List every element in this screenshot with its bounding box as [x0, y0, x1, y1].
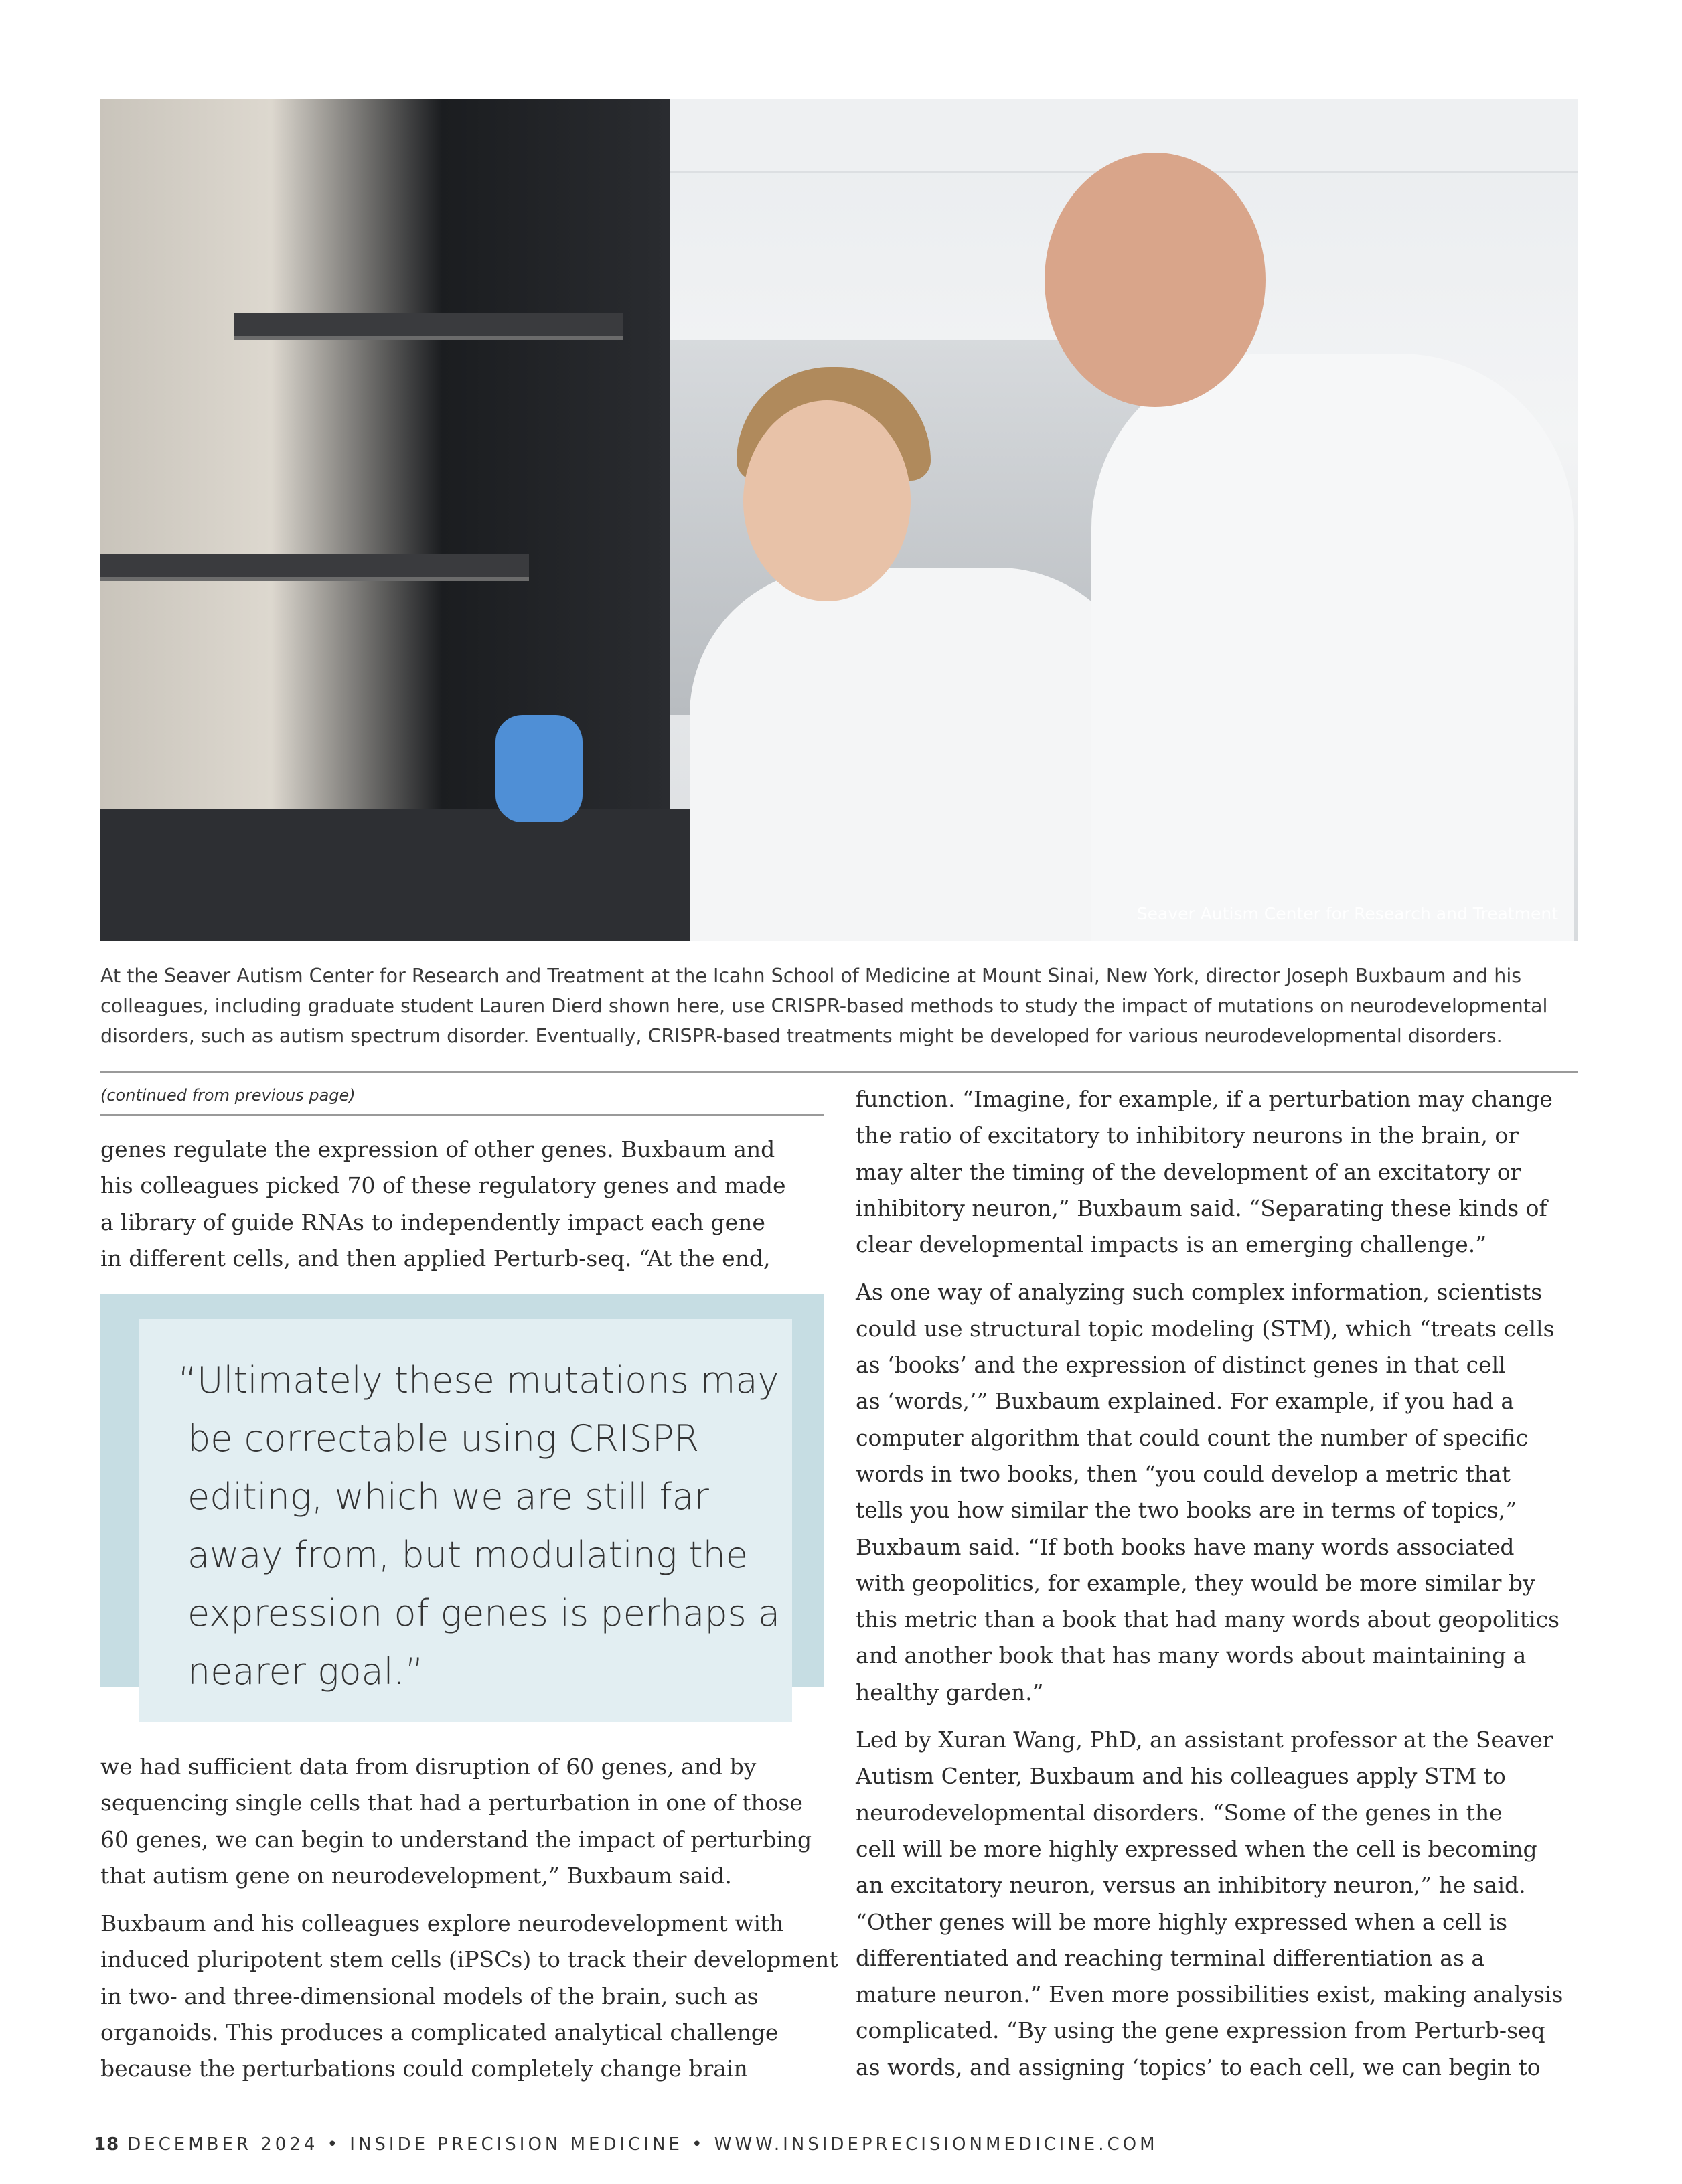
text-line: as words, and assigning ‘topics’ to each cell, we can begin to [856, 2053, 1541, 2080]
paragraph [856, 1722, 1563, 2086]
text-line: we had sufficient data from disruption of 60 genes, and by [100, 1753, 757, 1780]
page-number: 18 [94, 2134, 120, 2155]
photo-student-face [743, 400, 911, 601]
caption-line: disorders, such as autism spectrum disorder. Eventually, CRISPR-based treatments might be developed for various neurodevelopmental disorders. [100, 1025, 1503, 1047]
photo-director [1091, 354, 1574, 941]
divider [100, 1071, 1578, 1073]
text-line: inhibitory neuron,” Buxbaum said. “Separating these kinds of [856, 1194, 1547, 1221]
caption-line: At the Seaver Autism Center for Research and Treatment at the Icahn School of Medicine at Mount Sinai, New York, director Joseph Buxbaum and his [100, 965, 1522, 987]
right-column [856, 1081, 1563, 2097]
text-line: the ratio of excitatory to inhibitory neurons in the brain, or [856, 1122, 1519, 1149]
text-line: as ‘books’ and the expression of distinct genes in that cell [856, 1352, 1506, 1379]
text-line: with geopolitics, for example, they would be more similar by [856, 1569, 1535, 1596]
text-line: because the perturbations could completely change brain [100, 2055, 748, 2082]
text-line: that autism gene on neurodevelopment,” Buxbaum said. [100, 1862, 732, 1889]
left-column-top [100, 1132, 786, 1288]
text-line: a library of guide RNAs to independently impact each gene [100, 1208, 765, 1235]
text-line: function. “Imagine, for example, if a perturbation may change [856, 1086, 1553, 1112]
text-line: As one way of analyzing such complex information, scientists [856, 1279, 1543, 1306]
text-line: cell will be more highly expressed when the cell is becoming [856, 1835, 1537, 1862]
footer-text: DECEMBER 2024 • INSIDE PRECISION MEDICINE • WWW.INSIDEPRECISIONMEDICINE.COM [127, 2134, 1158, 2155]
paragraph [100, 1905, 838, 2087]
text-line: induced pluripotent stem cells (iPSCs) to track their development [100, 1946, 838, 1973]
text-line: an excitatory neuron, versus an inhibitory neuron,” he said. [856, 1872, 1526, 1899]
text-line: could use structural topic modeling (STM), which “treats cells [856, 1315, 1555, 1342]
photo-shelf [234, 313, 623, 340]
photo-glove [495, 715, 583, 822]
photo-director-face [1045, 153, 1266, 407]
text-line: Buxbaum and his colleagues explore neurodevelopment with [100, 1910, 784, 1937]
photo-student [690, 568, 1145, 941]
text-line: in two- and three-dimensional models of the brain, such as [100, 1982, 759, 2009]
text-line: clear developmental impacts is an emerging challenge.” [856, 1231, 1487, 1258]
paragraph [856, 1081, 1563, 1263]
quote-line: away from, but modulating the [187, 1534, 749, 1576]
text-line: may alter the timing of the development of an excitatory or [856, 1158, 1521, 1185]
paragraph [856, 1274, 1563, 1711]
photo-credit: Seaver Autism Center for Research and Treatment [1136, 904, 1558, 923]
text-line: healthy garden.” [856, 1679, 1044, 1705]
caption-line: colleagues, including graduate student Lauren Dierd shown here, use CRISPR-based methods to study the impact of mutations on neurodevelopmental [100, 995, 1548, 1017]
text-line: genes regulate the expression of other genes. Buxbaum and [100, 1136, 775, 1162]
text-line: Led by Xuran Wang, PhD, an assistant professor at the Seaver [856, 1727, 1553, 1753]
quote-line: expression of genes is perhaps a [187, 1592, 781, 1634]
text-line: words in two books, then “you could develop a metric that [856, 1460, 1511, 1487]
text-line: this metric than a book that had many words about geopolitics [856, 1606, 1560, 1633]
left-column-bottom [100, 1749, 838, 2099]
text-line: “Other genes will be more highly expressed when a cell is [856, 1908, 1508, 1935]
text-line: differentiated and reaching terminal differentiation as a [856, 1944, 1485, 1971]
text-line: Autism Center, Buxbaum and his colleagues apply STM to [856, 1763, 1506, 1790]
text-line: 60 genes, we can begin to understand the impact of perturbing [100, 1826, 812, 1853]
page-footer [94, 2134, 1158, 2155]
text-line: his colleagues picked 70 of these regulatory genes and made [100, 1172, 786, 1199]
text-line: complicated. “By using the gene expression from Perturb-seq [856, 2017, 1545, 2044]
text-line: tells you how similar the two books are in terms of topics,” [856, 1497, 1517, 1524]
continued-label: (continued from previous page) [100, 1086, 356, 1105]
lab-photo [100, 99, 1578, 941]
text-line: computer algorithm that could count the number of specific [856, 1424, 1529, 1451]
text-line: in different cells, and then applied Perturb-seq. “At the end, [100, 1245, 771, 1271]
photo-caption [100, 961, 1580, 1051]
text-line: sequencing single cells that had a perturbation in one of those [100, 1790, 803, 1816]
text-line: neurodevelopmental disorders. “Some of the genes in the [856, 1799, 1503, 1826]
text-line: organoids. This produces a complicated analytical challenge [100, 2019, 779, 2046]
divider [100, 1114, 824, 1116]
quote-line: “Ultimately these mutations may [178, 1359, 779, 1401]
photo-shelf [100, 554, 529, 581]
text-line: and another book that has many words about maintaining a [856, 1642, 1527, 1669]
quote-line: nearer goal.” [187, 1650, 424, 1693]
text-line: mature neuron.” Even more possibilities exist, making analysis [856, 1981, 1563, 2008]
pull-quote [139, 1319, 792, 1722]
text-line: Buxbaum said. “If both books have many words associated [856, 1533, 1515, 1560]
paragraph [100, 1749, 838, 1894]
quote-line: be correctable using CRISPR [187, 1417, 700, 1460]
paragraph [100, 1132, 786, 1277]
quote-line: editing, which we are still far [187, 1476, 709, 1518]
text-line: as ‘words,’” Buxbaum explained. For example, if you had a [856, 1388, 1515, 1415]
